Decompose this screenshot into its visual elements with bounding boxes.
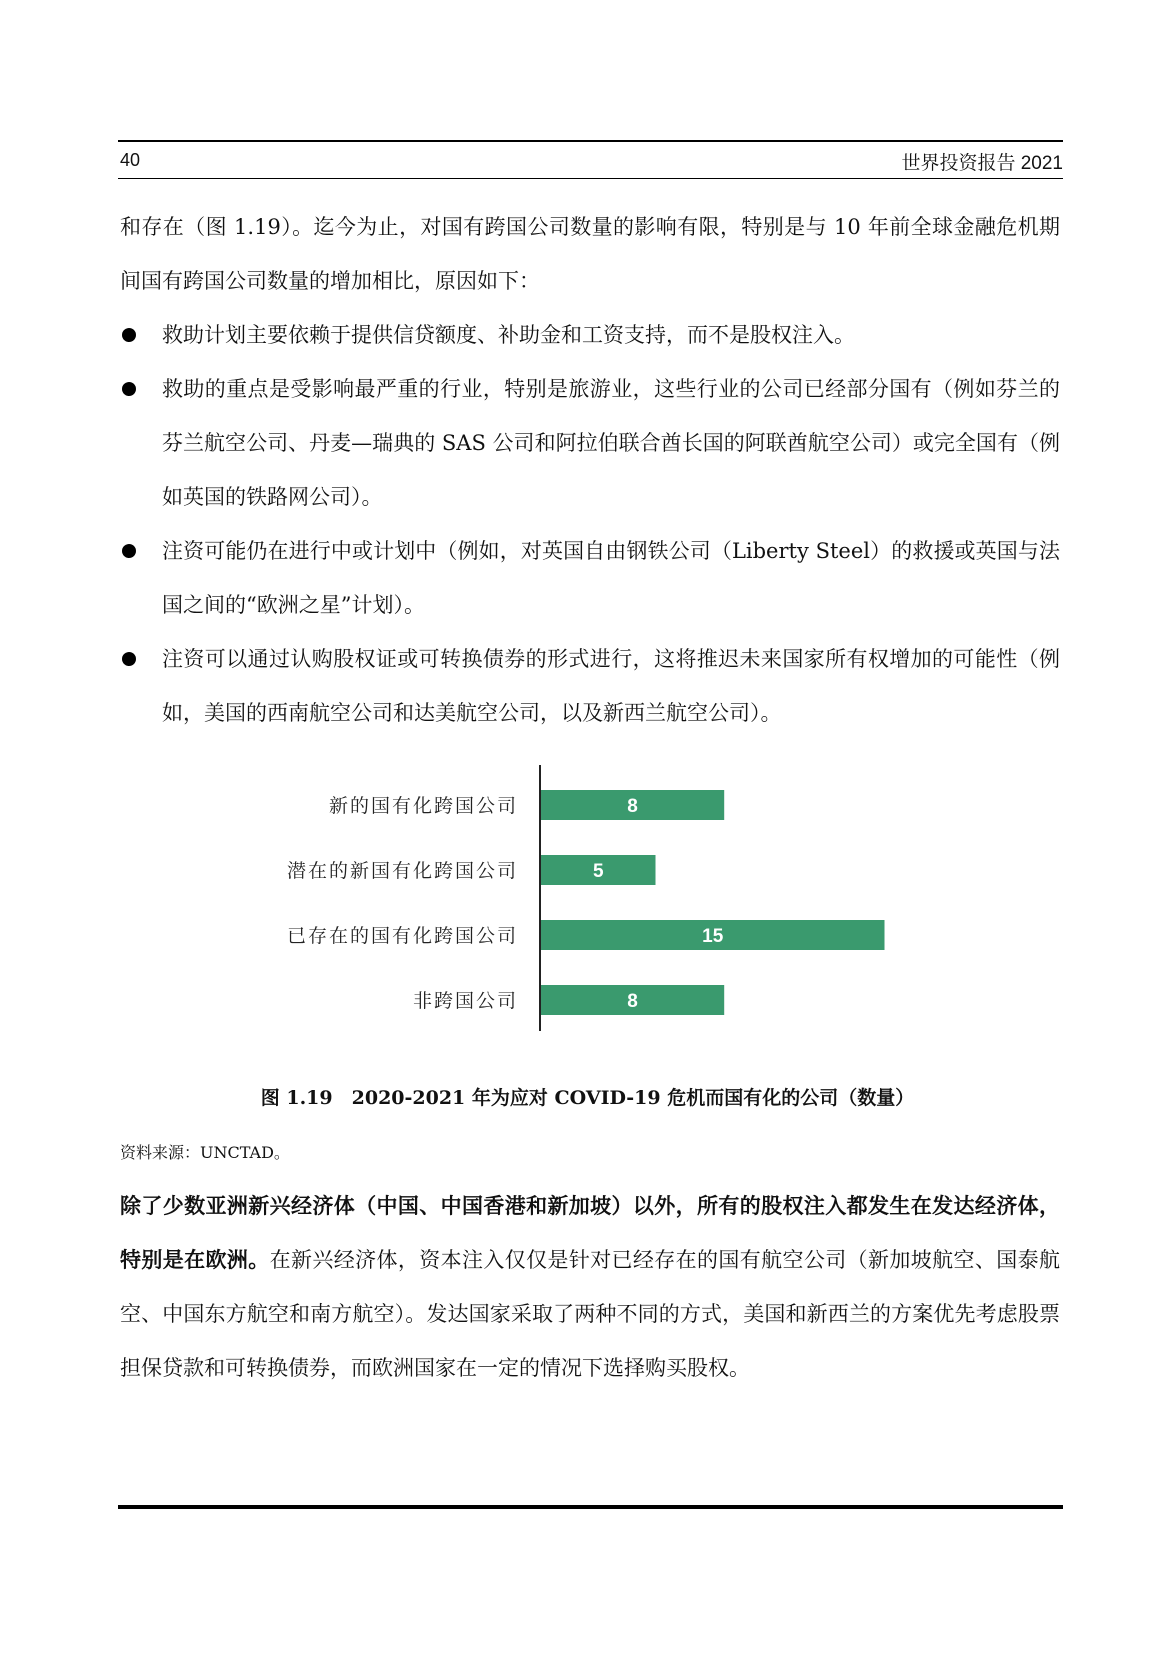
bar-value-label: 8 (627, 796, 638, 817)
category-label: 非跨国公司 (412, 990, 518, 1012)
category-label: 已存在的国有化跨国公司 (286, 925, 518, 947)
category-label: 潜在的新国有化跨国公司 (286, 860, 518, 882)
bar-value-label: 5 (592, 861, 604, 882)
intro-paragraph: 和存在（图 1.19）。迄今为止，对国有跨国公司数量的影响有限，特别是与 10 年前全球金融危机期间国有跨国公司数量的增加相比，原因如下： (120, 215, 1060, 293)
footer-rule (118, 1505, 1063, 1509)
bullet-icon (122, 652, 136, 666)
closing-paragraph-bold: 除了少数亚洲新兴经济体（中国、中国香港和新加坡）以外，所有的股权注入都发生在发达经济体，特别是在欧洲。 (120, 1193, 1060, 1272)
list-item-text: 注资可以通过认购股权证或可转换债券的形式进行，这将推迟未来国家所有权增加的可能性（例如，美国的西南航空公司和达美航空公司，以及新西兰航空公司）。 (162, 647, 1060, 725)
figure-chart (250, 765, 950, 1040)
category-label: 新的国有化跨国公司 (328, 795, 518, 817)
list-item (120, 632, 1060, 740)
bullet-icon (122, 382, 136, 396)
list-item-text: 救助计划主要依赖于提供信贷额度、补助金和工资支持，而不是股权注入。 (162, 323, 855, 347)
bullet-icon (122, 328, 136, 342)
page-number: 40 (120, 150, 141, 170)
header-bottom-rule (118, 178, 1063, 179)
list-item-text: 救助的重点是受影响最严重的行业，特别是旅游业，这些行业的公司已经部分国有（例如芬兰的芬兰航空公司、丹麦—瑞典的 SAS 公司和阿拉伯联合酋长国的阿联酋航空公司）或完全国有（例如英国的铁路网公司）。 (162, 377, 1060, 509)
list-item (120, 524, 1060, 632)
bar-chart (250, 765, 950, 1040)
figure-source: 资料来源：UNCTAD。 (120, 1143, 290, 1162)
bullet-icon (122, 544, 136, 558)
reasons-list (120, 308, 1060, 740)
closing-paragraph (120, 1179, 1060, 1395)
list-item-text: 注资可能仍在进行中或计划中（例如，对英国自由钢铁公司（Liberty Steel）的救援或英国与法国之间的“欧洲之星”计划）。 (162, 539, 1060, 617)
list-item (120, 308, 1060, 362)
figure-caption: 图 1.19 2020-2021 年为应对 COVID-19 危机而国有化的公司（数量） (260, 1087, 915, 1109)
list-item (120, 362, 1060, 524)
header-top-rule (118, 140, 1063, 142)
closing-paragraph-rest: 在新兴经济体，资本注入仅仅是针对已经存在的国有航空公司（新加坡航空、国泰航空、中国东方航空和南方航空）。发达国家采取了两种不同的方式，美国和新西兰的方案优先考虑股票担保贷款和可转换债券，而欧洲国家在一定的情况下选择购买股权。 (120, 1248, 1061, 1380)
bar-value-label: 15 (702, 926, 724, 947)
bar-value-label: 8 (627, 991, 638, 1012)
running-header-title: 世界投资报告 2021 (901, 153, 1063, 174)
